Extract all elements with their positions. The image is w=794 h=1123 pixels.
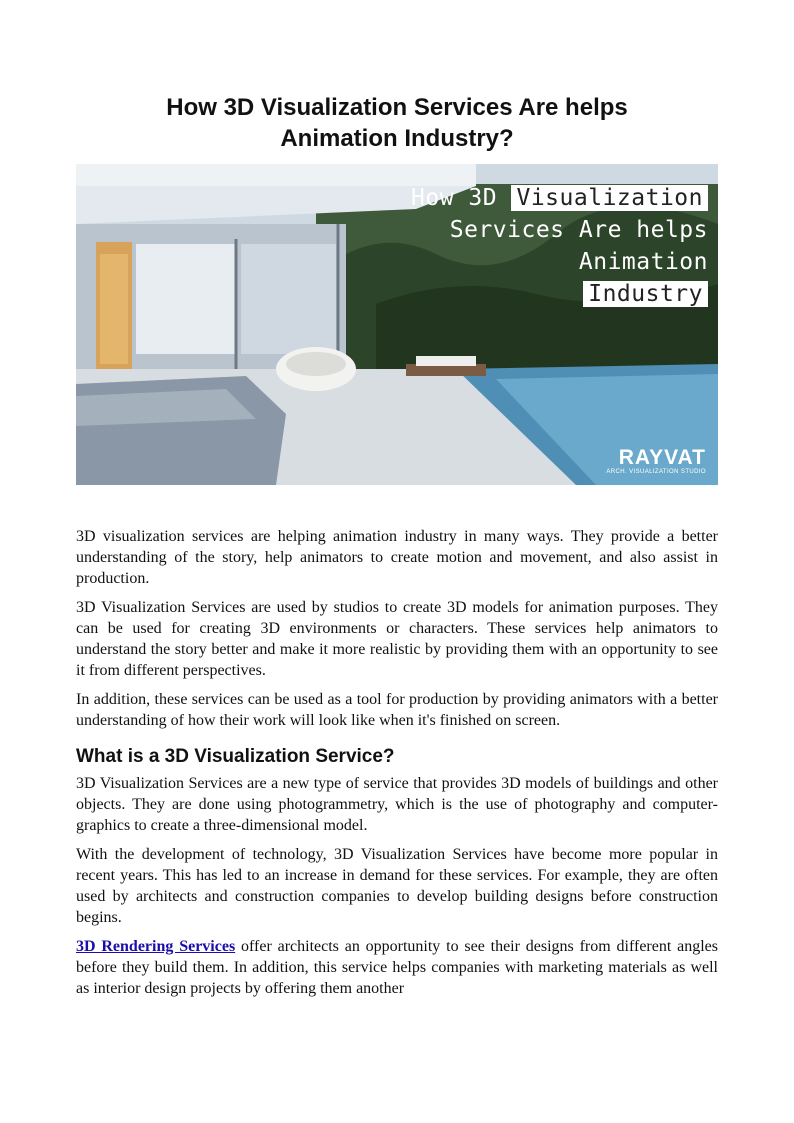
section-heading: What is a 3D Visualization Service?	[76, 746, 395, 767]
rendering-services-link[interactable]: 3D Rendering Services	[76, 938, 236, 955]
intro-paragraph-2: 3D Visualization Services are used by studios to create 3D models for animation purposes. They can be used for creating 3D environments or characters. These services help animators to understand the story better and make it more realistic by providing them with an opportunity to see it from different perspectives.	[76, 599, 718, 679]
section-paragraph-2: With the development of technology, 3D Visualization Services have become more popular in recent years. This has led to an increase in demand for these services. For example, they are often used by architects and construction companies to develop building designs before construction begins.	[76, 846, 718, 926]
hero-image	[76, 164, 718, 485]
section-paragraph-3: 3D Rendering Services offer architects an opportunity to see their designs from different angles before they build them. In addition, this service helps companies with marketing materials as well as interior design projects by offering them another	[76, 938, 718, 997]
article-body	[76, 526, 718, 999]
intro-paragraph-1: 3D visualization services are helping animation industry in many ways. They provide a better understanding of the story, help animators to create motion and movement, and also assist in production.	[76, 528, 718, 587]
page-title: How 3D Visualization Services Are helps Animation Industry?	[166, 94, 628, 152]
document-page	[76, 92, 718, 1007]
hero-overlay-caption: How 3D Visualization Services Are helps Animation Industry	[411, 185, 708, 307]
rayvat-logo: RAYVAT ARCH. VISUALIZATION STUDIO	[606, 446, 706, 475]
intro-paragraph-3: In addition, these services can be used as a tool for production by providing animators with a better understanding of how their work will look like when it's finished on screen.	[76, 691, 718, 729]
section-paragraph-1: 3D Visualization Services are a new type of service that provides 3D models of buildings and other objects. They are done using photogrammetry, which is the use of photography and computer-graphics to create a three-dimensional model.	[76, 775, 718, 834]
